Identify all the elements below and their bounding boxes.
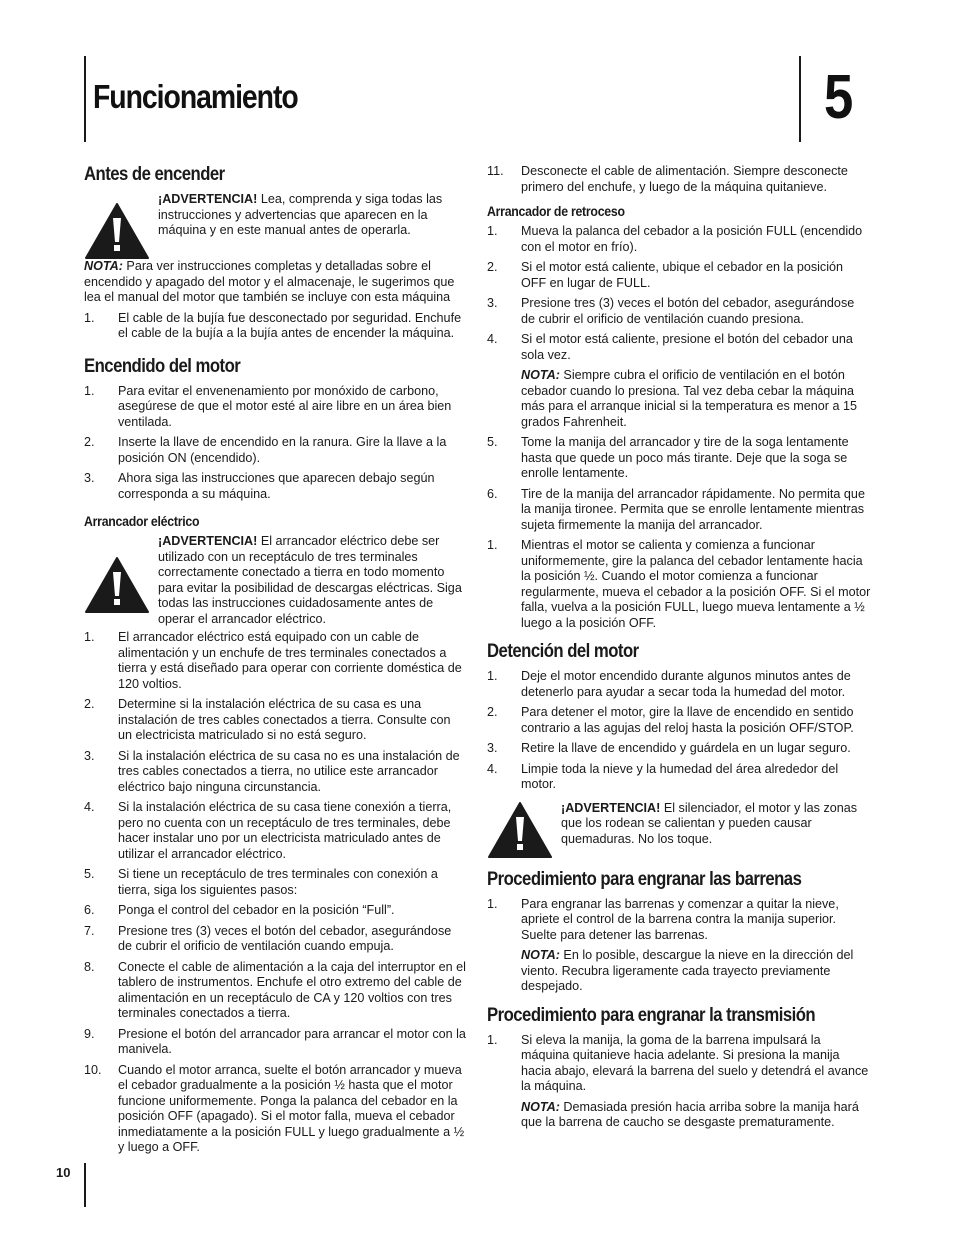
warning-block <box>84 534 468 627</box>
item-number: 8. <box>84 959 95 974</box>
item-number: 6. <box>487 486 498 501</box>
item-number: 9. <box>84 1026 95 1041</box>
list-item <box>84 903 468 919</box>
list-item <box>487 705 871 736</box>
warning-text: Lea, comprenda y siga todas las instrucciones y advertencias que aparecen en la máquina y en este manual antes de operarla. <box>158 192 443 237</box>
item-number: 5. <box>84 867 95 881</box>
item-text: Ahora siga las instrucciones que aparecen debajo según corresponda a su máquina. <box>118 471 435 501</box>
warning-block <box>487 801 871 859</box>
item-number: 11. <box>487 164 504 178</box>
item-number: 4. <box>487 332 498 346</box>
subsection-heading-arrancador-electrico: Arrancador eléctrico <box>84 513 200 529</box>
item-text: Ponga el control del cebador en la posición “Full”. <box>118 903 395 917</box>
item-number: 1. <box>487 538 498 552</box>
note-text: Demasiada presión hacia arriba sobre la manija hará que la barrena de caucho se desgaste prematuramente. <box>521 1099 859 1129</box>
item-number: 2. <box>487 705 498 719</box>
warning-block <box>84 192 468 256</box>
item-number: 1. <box>487 896 498 911</box>
item-text: Determine si la instalación eléctrica de su casa es una instalación de tres cables conectados a tierra. Consulte con un electricista matriculado si no está seguro. <box>118 697 451 742</box>
list-item <box>84 697 468 744</box>
chapter-rule <box>799 56 801 142</box>
item-text: Desconecte el cable de alimentación. Siempre desconecte primero del enchufe, y luego de la máquina quitanieve. <box>521 164 848 194</box>
item-text: Conecte el cable de alimentación a la caja del interruptor en el tablero de instrumentos. Enchufe el otro extremo del cable de alimentación en un receptáculo de CA y 120 voltios con tres terminales conectados a tierra. <box>118 959 466 1020</box>
item-number: 3. <box>84 748 95 763</box>
warning-text: El arrancador eléctrico debe ser utilizado con un receptáculo de tres terminales correctamente conectado a tierra en todo momento para evitar la posibilidad de descargas eléctricas. Siga todas las instrucciones cuidadosamente antes de operar el arrancador eléctrico. <box>158 534 462 626</box>
item-text: Presione tres (3) veces el botón del cebador, asegurándose de cubrir el orificio de ventilación cuando empuja. <box>118 923 452 953</box>
item-text: Presione el botón del arrancador para arrancar el motor con la manivela. <box>118 1026 466 1056</box>
page-title: Funcionamiento <box>93 78 298 115</box>
item-number: 3. <box>84 471 95 485</box>
item-number: 7. <box>84 923 95 938</box>
warning-label: ¡ADVERTENCIA! <box>158 192 258 206</box>
warning-triangle-icon <box>84 556 150 614</box>
note <box>84 259 468 306</box>
item-text: Mueva la palanca del cebador a la posición FULL (encendido con el motor en frío). <box>521 224 863 254</box>
item-number: 1. <box>487 224 498 238</box>
item-number: 1. <box>487 1032 498 1047</box>
list-item <box>84 1027 468 1058</box>
note <box>521 368 871 430</box>
item-text: Para detener el motor, gire la llave de encendido en sentido contrario a las agujas del reloj hasta la posición OFF/STOP. <box>521 705 854 735</box>
section-heading-antes: Antes de encender <box>84 164 225 185</box>
item-text: Retire la llave de encendido y guárdela en un lugar seguro. <box>521 741 851 755</box>
list-item <box>84 800 468 862</box>
note <box>521 1100 871 1131</box>
item-text: Tire de la manija del arrancador rápidamente. No permita que la manija tironee. Permita que se enrolle lentamente mientras sujeta firmemente la manija del arrancador. <box>521 486 865 532</box>
item-text: Para engranar las barrenas y comenzar a quitar la nieve, apriete el control de la barrena contra la manija superior. Suelte para detener las barrenas. <box>521 896 839 942</box>
list-item <box>487 897 871 944</box>
section-heading-detencion: Detención del motor <box>487 641 639 662</box>
section-heading-encendido: Encendido del motor <box>84 355 241 377</box>
item-number: 2. <box>84 697 95 711</box>
note-label: NOTA: <box>521 368 560 382</box>
note <box>521 948 871 995</box>
list-item <box>487 164 871 195</box>
item-number: 2. <box>487 260 498 274</box>
left-column <box>84 164 468 1161</box>
subsection-heading-arrancador-retroceso: Arrancador de retroceso <box>487 203 625 219</box>
item-text: El cable de la bujía fue desconectado por seguridad. Enchufe el cable de la bujía a la bujía antes de encender la máquina. <box>118 310 462 340</box>
list-item <box>84 471 468 502</box>
list-item <box>84 867 468 898</box>
item-number: 1. <box>487 669 498 683</box>
item-text: Deje el motor encendido durante algunos minutos antes de detenerlo para ayudar a secar toda la humedad del motor. <box>521 669 851 699</box>
item-text: Limpie toda la nieve y la humedad del área alrededor del motor. <box>521 761 839 791</box>
chapter-number: 5 <box>824 63 854 132</box>
item-text: Si eleva la manija, la goma de la barrena impulsará la máquina quitanieve hacia adelante. Si presiona la manija hacia abajo, elevará la barrena del suelo y detendrá el avance la máquina. <box>521 1032 869 1093</box>
list-item <box>84 749 468 796</box>
item-number: 1. <box>84 383 95 398</box>
item-number: 3. <box>487 741 498 755</box>
item-text: Si el motor está caliente, presione el botón del cebador una sola vez. <box>521 332 853 362</box>
item-number: 2. <box>84 435 95 449</box>
note-text: Para ver instrucciones completas y detalladas sobre el encendido y apagado del motor y el almacenaje, le sugerimos que lea el manual del motor que también se incluye con esta máquina <box>84 259 455 304</box>
list-item <box>84 1063 468 1156</box>
list-item <box>84 435 468 466</box>
section-heading-transmision: Procedimiento para engranar la transmisión <box>487 1004 816 1026</box>
note-label: NOTA: <box>521 948 560 962</box>
list-item <box>487 1033 871 1095</box>
item-text: Tome la manija del arrancador y tire de la soga lentamente hasta que quede un poco más tirante. Deje que la soga se enrolle lentamente. <box>521 435 849 480</box>
item-text: Inserte la llave de encendido en la ranura. Gire la llave a la posición ON (encendido). <box>118 435 447 465</box>
list-item <box>487 260 871 291</box>
list-item <box>487 435 871 482</box>
section-heading-barrenas: Procedimiento para engranar las barrenas <box>487 868 802 890</box>
note-label: NOTA: <box>84 259 123 273</box>
list-item <box>487 669 871 700</box>
right-column <box>487 164 871 1136</box>
note-text: En lo posible, descargue la nieve en la dirección del viento. Recubra ligeramente cada trayecto previamente despejado. <box>521 948 854 993</box>
item-number: 3. <box>487 296 498 310</box>
item-text: El arrancador eléctrico está equipado con un cable de alimentación y un enchufe de tres terminales conectados a tierra y está diseñado para operar con corriente doméstica de 120 voltios. <box>118 630 462 691</box>
page-number: 10 <box>56 1165 71 1180</box>
item-text: Si la instalación eléctrica de su casa tiene conexión a tierra, pero no cuenta con un receptáculo de tres terminales, debe hacer instalar uno por un electricista matriculado antes de utilizar el arrancador eléctrico. <box>118 800 452 861</box>
item-number: 4. <box>487 761 498 776</box>
note-label: NOTA: <box>521 1099 560 1114</box>
list-item <box>84 960 468 1022</box>
warning-triangle-icon <box>487 801 553 859</box>
item-text: Presione tres (3) veces el botón del cebador, asegurándose de cubrir el orificio de ventilación cuando presiona. <box>521 296 855 326</box>
warning-label: ¡ADVERTENCIA! <box>158 534 258 548</box>
item-text: Mientras el motor se calienta y comienza a funcionar uniformemente, gire la palanca del cebador lentamente hacia la posición ½. Cuando el motor comienza a funcionar regularmente, mueva el cebador a la posición OFF. Si el motor falla, vuelva a la posición FULL, luego mueva lentamente a ½ luego a la posición OFF. <box>521 538 871 630</box>
item-number: 4. <box>84 800 95 814</box>
item-number: 5. <box>487 435 498 449</box>
list-item <box>487 332 871 363</box>
list-item <box>487 741 871 757</box>
warning-triangle-icon <box>84 202 150 260</box>
list-item <box>487 296 871 327</box>
list-item <box>487 538 871 631</box>
item-number: 6. <box>84 903 95 917</box>
item-text: Para evitar el envenenamiento por monóxido de carbono, asegúrese de que el motor esté al aire libre en un área bien ventilada. <box>118 383 452 429</box>
item-text: Si tiene un receptáculo de tres terminales con conexión a tierra, siga los siguientes pasos: <box>118 867 438 897</box>
list-item <box>84 384 468 431</box>
item-text: Cuando el motor arranca, suelte el botón arrancador y mueva el cebador gradualmente a la posición ½ hasta que el motor funcione uniformemente. Ponga la palanca del cebador en la posición OFF (apagado). Si el motor falla, mueva el cebador inmediatamente a la posición FULL y luego gradualmente a ½ y luego a OFF. <box>118 1062 465 1154</box>
list-item <box>487 487 871 534</box>
warning-text: El silenciador, el motor y las zonas que los rodean se calientan y pueden causar quemaduras. No los toque. <box>561 800 858 846</box>
list-item <box>84 924 468 955</box>
list-item <box>487 224 871 255</box>
note-text: Siempre cubra el orificio de ventilación en el botón cebador cuando lo presiona. Tal vez deba cebar la máquina más para el arranque inicial si la temperatura es menor a 15 grados Fahrenheit. <box>521 368 858 429</box>
warning-label: ¡ADVERTENCIA! <box>561 800 661 815</box>
item-text: Si la instalación eléctrica de su casa no es una instalación de tres cables conectados a tierra, no utilice este arrancador eléctrico bajo ninguna circunstancia. <box>118 748 460 794</box>
list-item <box>487 762 871 793</box>
title-rule <box>84 56 86 142</box>
item-text: Si el motor está caliente, ubique el cebador en la posición OFF en lugar de FULL. <box>521 260 844 290</box>
list-item <box>84 630 468 692</box>
item-number: 1. <box>84 630 95 644</box>
list-item <box>84 311 468 342</box>
item-number: 10. <box>84 1062 102 1077</box>
footer-rule <box>84 1163 86 1207</box>
item-number: 1. <box>84 310 95 325</box>
